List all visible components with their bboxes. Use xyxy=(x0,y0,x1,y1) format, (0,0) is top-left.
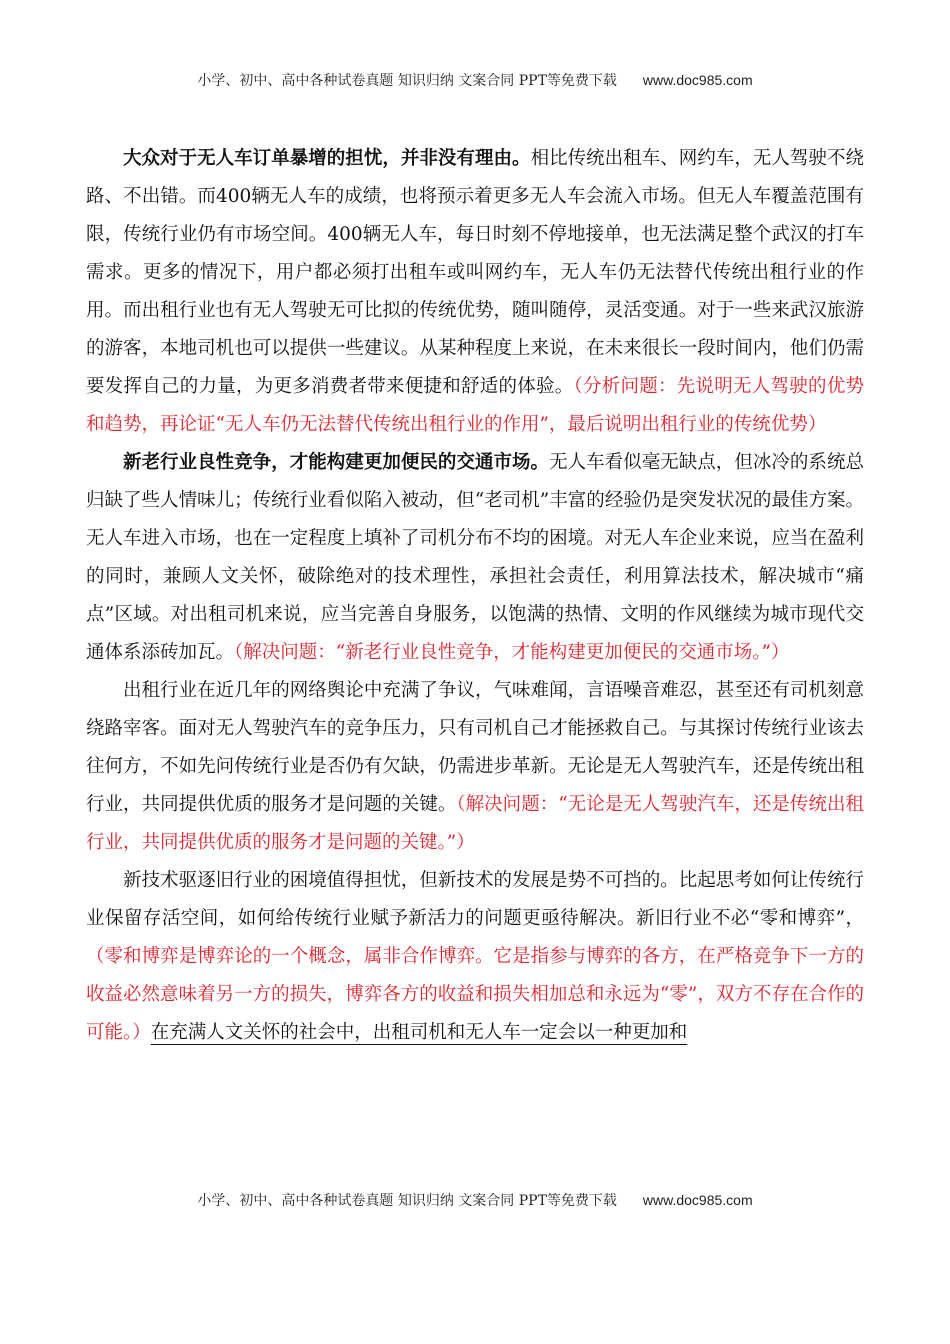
paragraph-4-note: （零和博弈是博弈论的一个概念，属非合作博弈。它是指参与博弈的各方，在严格竞争下一方的收益必然意味着另一方的损失，博弈各方的收益和损失相加总和永远为“零”，双方不存在合作的可能。） xyxy=(86,946,864,1043)
article-body xyxy=(86,140,864,1052)
footer-site[interactable]: www.doc985.com xyxy=(642,1192,753,1208)
paragraph-2-note: （解决问题：“新老行业良性竞争，才能构建更加便民的交通市场。”） xyxy=(234,642,790,663)
paragraph-1 xyxy=(86,140,864,444)
paragraph-3-text: 出租行业在近几年的网络舆论中充满了争议，气味难闻，言语噪音难忍，甚至还有司机刻意绕路宰客。面对无人驾驶汽车的竞争压力，只有司机自己才能拯救自己。与其探讨传统行业该去往何方，不如先问传统行业是否仍有欠缺，仍需进步革新。无论是无人驾驶汽车，还是传统出租行业，共同提供优质的服务才是问题的关键。 xyxy=(86,680,864,815)
paragraph-4-text: 新技术驱逐旧行业的困境值得担忧，但新技术的发展是势不可挡的。比起思考如何让传统行业保留存活空间，如何给传统行业赋予新活力的问题更亟待解决。新旧行业不必“零和博弈”， xyxy=(86,870,864,929)
footer-text: 小学、初中、高中各种试卷真题 知识归纳 文案合同 PPT等免费下载 xyxy=(197,1193,617,1209)
page-footer xyxy=(0,1190,950,1210)
header-text: 小学、初中、高中各种试卷真题 知识归纳 文案合同 PPT等免费下载 xyxy=(197,73,617,89)
paragraph-1-topic: 大众对于无人车订单暴增的担忧，并非没有理由。 xyxy=(123,148,531,169)
page-header xyxy=(0,70,950,90)
paragraph-1-note: （分析问题：先说明无人驾驶的优势和趋势，再论证“无人车仍无法替代传统出租行业的作用”，最后说明出租行业的传统优势） xyxy=(86,376,864,435)
paragraph-4 xyxy=(86,862,864,1052)
paragraph-2-topic: 新老行业良性竞争，才能构建更加便民的交通市场。 xyxy=(123,452,550,473)
paragraph-3 xyxy=(86,672,864,862)
paragraph-2 xyxy=(86,444,864,672)
paragraph-1-text: 相比传统出租车、网约车，无人驾驶不绕路、不出错。而400辆无人车的成绩，也将预示着更多无人车会流入市场。但无人车覆盖范围有限，传统行业仍有市场空间。400辆无人车，每日时刻不停地接单，也无法满足整个武汉的打车需求。更多的情况下，用户都必须打出租车或叫网约车，无人车仍无法替代传统出租行业的作用。而出租行业也有无人驾驶无可比拟的传统优势，随叫随停，灵活变通。对于一些来武汉旅游的游客，本地司机也可以提供一些建议。从某种程度上来说，在未来很长一段时间内，他们仍需要发挥自己的力量，为更多消费者带来便捷和舒适的体验。 xyxy=(86,148,864,397)
paragraph-4-tail: 在充满人文关怀的社会中，出租司机和无人车一定会以一种更加和 xyxy=(150,1022,688,1043)
paragraph-2-text: 无人车看似毫无缺点，但冰冷的系统总归缺了些人情味儿；传统行业看似陷入被动，但“老司机”丰富的经验仍是突发状况的最佳方案。无人车进入市场，也在一定程度上填补了司机分布不均的困境。对无人车企业来说，应当在盈利的同时，兼顾人文关怀，破除绝对的技术理性，承担社会责任，利用算法技术，解决城市“痛点”区域。对出租司机来说，应当完善自身服务，以饱满的热情、文明的作风继续为城市现代交通体系添砖加瓦。 xyxy=(86,452,864,663)
header-site[interactable]: www.doc985.com xyxy=(642,72,753,88)
paragraph-3-note: （解决问题：“无论是无人驾驶汽车，还是传统出租行业，共同提供优质的服务才是问题的关键。”） xyxy=(86,794,864,853)
